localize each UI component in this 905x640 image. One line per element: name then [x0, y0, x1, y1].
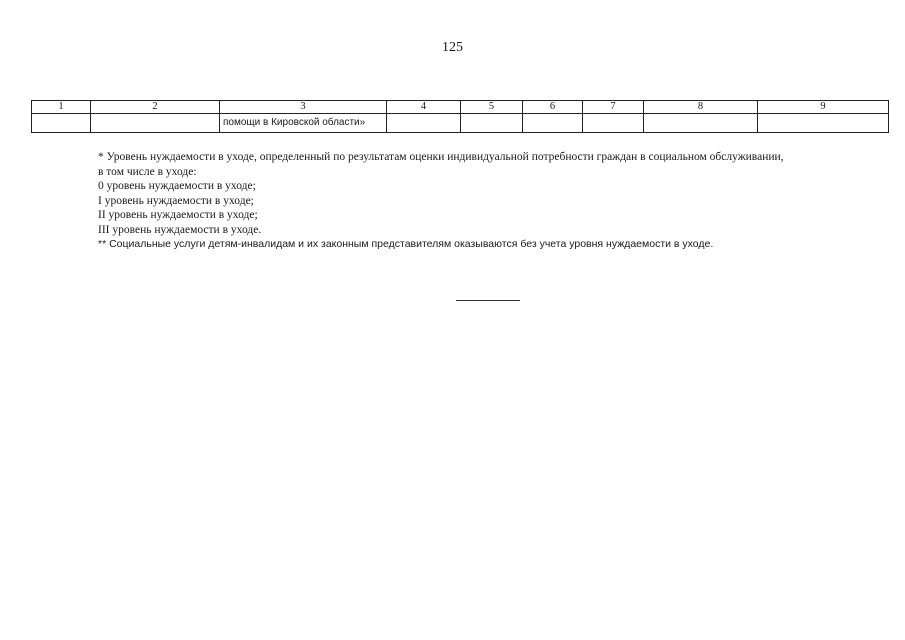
footnote-line: ** Социальные услуги детям-инвалидам и их законным представителям оказываются без учета уровня нуждаемости в уходе.	[98, 238, 714, 250]
table-cell	[91, 114, 220, 133]
data-table	[31, 100, 889, 133]
footnote-line: в том числе в уходе:	[98, 165, 197, 178]
column-header-6: 6	[523, 101, 583, 114]
table-header-row	[32, 101, 889, 114]
table-cell	[644, 114, 758, 133]
table-cell	[461, 114, 523, 133]
column-header-5: 5	[461, 101, 523, 114]
table-cell	[387, 114, 461, 133]
column-header-8: 8	[644, 101, 758, 114]
column-header-9: 9	[758, 101, 889, 114]
footnote-line: 0 уровень нуждаемости в уходе;	[98, 180, 256, 192]
column-header-2: 2	[91, 101, 220, 114]
footnote-line: III уровень нуждаемости в уходе.	[98, 223, 262, 236]
footnote-line: * Уровень нуждаемости в уходе, определенный по результатам оценки индивидуальной потребности граждан в социальном обслуживании,	[98, 151, 784, 163]
table-row	[32, 114, 889, 133]
table-cell	[523, 114, 583, 133]
column-header-7: 7	[583, 101, 644, 114]
table-cell	[32, 114, 91, 133]
column-header-1: 1	[32, 101, 91, 114]
column-header-4: 4	[387, 101, 461, 114]
page-number: 125	[442, 40, 463, 55]
table-cell	[758, 114, 889, 133]
footnote-line: II уровень нуждаемости в уходе;	[98, 209, 258, 221]
column-header-3: 3	[220, 101, 387, 114]
footnote-line: I уровень нуждаемости в уходе;	[98, 194, 254, 207]
table-cell	[583, 114, 644, 133]
end-divider	[456, 300, 520, 301]
footnotes	[98, 150, 878, 252]
table-cell: помощи в Кировской области»	[220, 114, 387, 133]
